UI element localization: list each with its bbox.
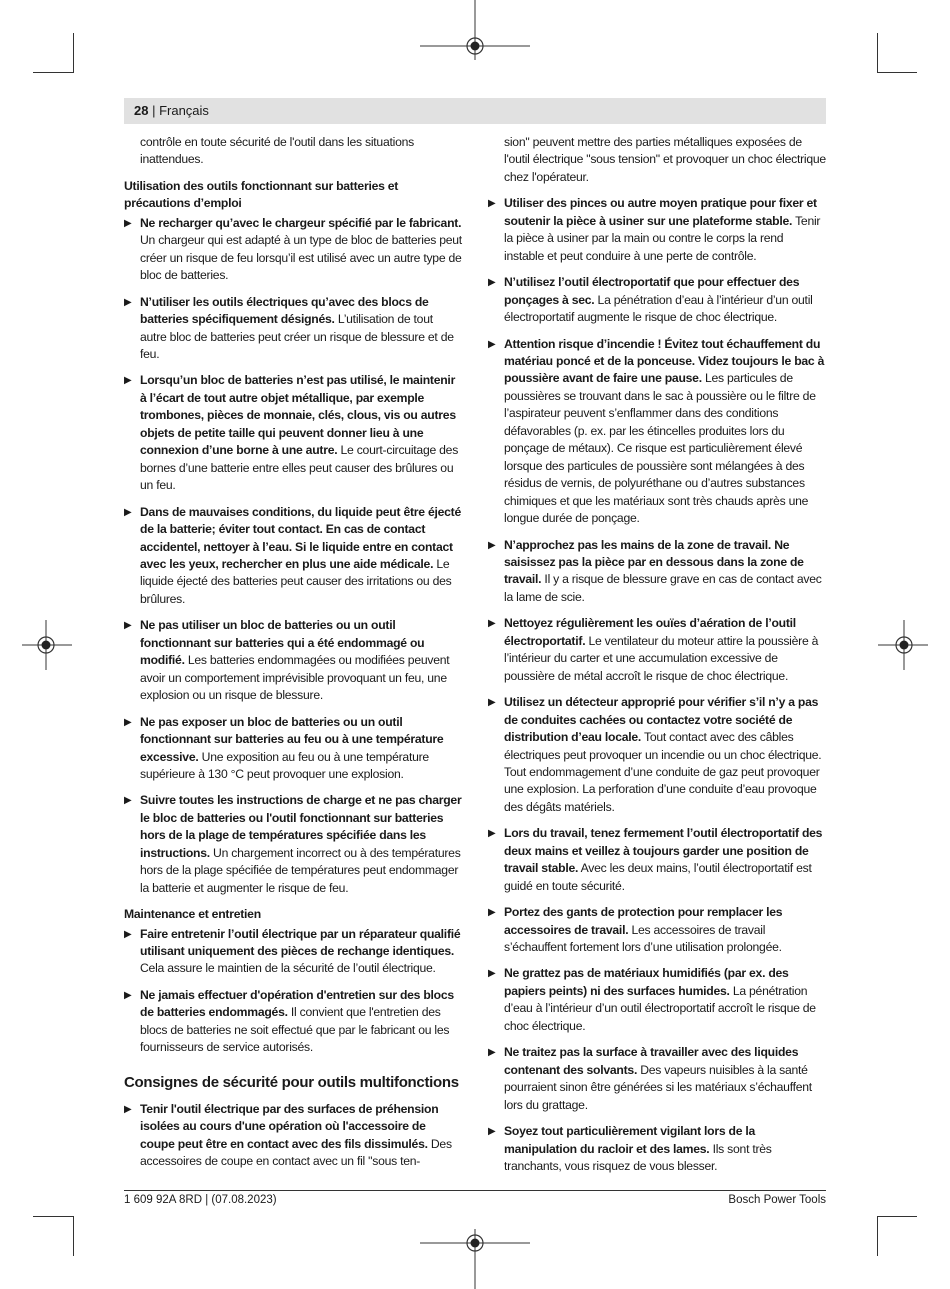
page-header (134, 103, 209, 119)
safety-instruction (488, 1123, 826, 1175)
triangle-bullet-icon: ▶ (124, 620, 132, 632)
instruction-text: Les particules de poussières se trouvant dans le sac à poussière ou le filtre de l’aspirateur peuvent s’enflammer dans des conditions défavorables (p. ex. par les étincelles produites lors du ponçage de métaux). Ce risque est particulièrement élevé lorsque des particules de poussière sont mélangées à des résidus de vernis, de polyuréthane ou d’autres substances chimiques et que les matériaux sont très chauds après une longue durée de ponçage. (504, 371, 816, 526)
right-continuation: sion" peuvent mettre des parties métalliques exposées de l'outil électrique "sous tension" et provoquer un choc électrique chez l'opérateur. (504, 135, 826, 184)
triangle-bullet-icon: ▶ (488, 697, 496, 709)
instruction-text: Il convient que l'entretien des blocs de batteries ne soit effectué que par le fabricant ou les fournisseurs de service autorisés. (140, 1005, 450, 1055)
safety-instruction (124, 714, 462, 784)
triangle-bullet-icon: ▶ (488, 1126, 496, 1138)
instruction-bold: Attention risque d’incendie ! Évitez tout échauffement du matériau poncé et de la ponceuse. Videz toujours le bac à poussière avant de faire une pause. (504, 336, 825, 386)
instruction-bold: Tenir l'outil électrique par des surfaces de préhension isolées au cours d'une opération où l'accessoire de coupe peut être en contact avec des fils dissimulés. (140, 1101, 439, 1151)
instruction-text: Avec les deux mains, l’outil électroportatif est guidé en toute sécurité. (504, 861, 812, 893)
safety-instruction (488, 1044, 826, 1114)
safety-instruction (488, 615, 826, 685)
instruction-bold: Nettoyez régulièrement les ouïes d’aération de l’outil électroportatif. (504, 616, 796, 648)
crop-mark (877, 33, 878, 73)
instruction-text: Le court-circuitage des bornes d’une batterie entre elles peut causer des brûlures ou un feu. (140, 443, 459, 493)
page-header-bar (124, 98, 826, 124)
triangle-bullet-icon: ▶ (488, 968, 496, 980)
instruction-bold: Lors du travail, tenez fermement l’outil électroportatif des deux mains et veillez à toujours garder une position de travail stable. (504, 826, 823, 876)
instruction-text: Une exposition au feu ou à une température supérieure à 130 °C peut provoquer une explosion. (140, 749, 429, 781)
safety-instruction (124, 1101, 462, 1171)
instruction-bold: N’utilisez l’outil électroportatif que pour effectuer des ponçages à sec. (504, 275, 800, 307)
instruction-bold: Ne grattez pas de matériaux humidifiés (par ex. des papiers peints) ni des surfaces humides. (504, 966, 789, 998)
instruction-text: La pénétration d’eau à l’intérieur d’un outil électroportatif accroît le risque de choc électrique. (504, 983, 816, 1033)
instruction-text: Le liquide éjecté des batteries peut causer des irritations ou des brûlures. (140, 556, 452, 606)
instruction-bold: N’utiliser les outils électriques qu’avec des blocs de batteries spécifiquement désignés. (140, 294, 429, 327)
instruction-text: Les batteries endommagées ou modifiées peuvent avoir un comportement imprévisible provoquant un feu, une explosion ou un risque de blessure. (140, 653, 450, 703)
crop-mark (877, 1216, 878, 1256)
instruction-bold: Ne pas exposer un bloc de batteries ou un outil fonctionnant sur batteries au feu ou à une température excessive. (140, 714, 444, 764)
crop-mark (73, 1216, 74, 1256)
instruction-text: Il y a risque de blessure grave en cas de contact avec la lame de scie. (504, 572, 822, 604)
instruction-text: La pénétration d’eau à l’intérieur d’un outil électroportatif augmente le risque de choc électrique. (504, 292, 813, 325)
triangle-bullet-icon: ▶ (488, 198, 496, 210)
page-language: Français (159, 103, 209, 118)
triangle-bullet-icon: ▶ (488, 1047, 496, 1059)
safety-instruction (488, 274, 826, 326)
safety-instruction (124, 792, 462, 897)
triangle-bullet-icon: ▶ (488, 539, 496, 551)
instruction-bold: Dans de mauvaises conditions, du liquide peut être éjecté de la batterie; éviter tout contact. En cas de contact accidentel, nettoyer à l’eau. Si le liquide entre en contact avec les yeux, rechercher en plus une aide médicale. (140, 504, 461, 571)
safety-instruction (124, 215, 462, 285)
safety-instruction (124, 617, 462, 704)
safety-instruction (488, 537, 826, 607)
safety-instruction (124, 987, 462, 1057)
instruction-bold: Ne jamais effectuer d'opération d'entretien sur des blocs de batteries endommagés. (140, 987, 454, 1020)
triangle-bullet-icon: ▶ (488, 618, 496, 630)
instruction-text: Tenir la pièce à usiner par la main ou contre le corps la rend instable et peut conduire à une perte de contrôle. (504, 213, 821, 263)
triangle-bullet-icon: ▶ (124, 506, 132, 518)
instruction-bold: Soyez tout particulièrement vigilant lors de la manipulation du racloir et des lames. (504, 1124, 756, 1156)
triangle-bullet-icon: ▶ (124, 296, 132, 308)
instruction-text: Tout contact avec des câbles électriques peut provoquer un incendie ou un choc électrique. Tout endommagement d’une conduite de gaz peut provoquer une explosion. La perforation d’une conduite d’eau provoque des dégâts matériels. (504, 730, 822, 814)
triangle-bullet-icon: ▶ (488, 338, 496, 350)
instruction-bold: Ne recharger qu’avec le chargeur spécifié par le fabricant. (140, 215, 462, 230)
battery-heading: Utilisation des outils fonctionnant sur batteries et précautions d’emploi (124, 178, 399, 211)
safety-instruction (488, 195, 826, 265)
section-list (124, 1101, 462, 1171)
triangle-bullet-icon: ▶ (124, 716, 132, 728)
instruction-bold: Ne traitez pas la surface à travailler avec des liquides contenant des solvants. (504, 1045, 799, 1077)
safety-instruction (488, 965, 826, 1035)
intro-continuation: contrôle en toute sécurité de l'outil dans les situations inattendues. (140, 135, 414, 167)
registration-mark-icon (420, 1199, 530, 1289)
instruction-bold: Faire entretenir l’outil électrique par un réparateur qualifié utilisant uniquement des pièces de rechange identiques. (140, 926, 461, 959)
instruction-bold: Utiliser des pinces ou autre moyen pratique pour fixer et soutenir la pièce à usiner sur une plateforme stable. (504, 196, 817, 228)
instruction-text: Ils sont très tranchants, vous risquez de vous blesser. (504, 1141, 772, 1174)
safety-instruction (488, 694, 826, 816)
triangle-bullet-icon: ▶ (124, 1103, 132, 1115)
instruction-text: Des accessoires de coupe en contact avec un fil "sous ten- (140, 1136, 452, 1169)
triangle-bullet-icon: ▶ (124, 989, 132, 1001)
triangle-bullet-icon: ▶ (124, 375, 132, 387)
page-number: 28 (134, 103, 149, 118)
instruction-text: Un chargement incorrect ou à des températures hors de la plage spécifiée de températures peut endommager la batterie et augmenter le risque de feu. (140, 845, 461, 895)
triangle-bullet-icon: ▶ (488, 277, 496, 289)
registration-mark-icon (878, 600, 928, 690)
instruction-text: Cela assure le maintien de la sécurité de l’outil électrique. (140, 961, 436, 976)
instruction-bold: Utilisez un détecteur approprié pour vérifier s’il n’y a pas de conduites cachées ou contactez votre société de distribution d’eau locale. (504, 695, 819, 745)
safety-instruction (124, 372, 462, 494)
safety-instruction (488, 904, 826, 956)
instruction-bold: Ne pas utiliser un bloc de batteries ou un outil fonctionnant sur batteries qui a été endommagé ou modifié. (140, 618, 425, 668)
maintenance-heading: Maintenance et entretien (124, 907, 261, 922)
instruction-text: Des vapeurs nuisibles à la santé pourraient sinon être générées si les matériaux s’échauffent lors du grattage. (504, 1062, 812, 1112)
instruction-text: L’utilisation de tout autre bloc de batteries peut créer un risque de blessure et de feu. (140, 312, 454, 361)
maintenance-list (124, 926, 462, 1057)
footer-divider (124, 1190, 826, 1191)
safety-instruction (124, 926, 462, 978)
battery-list (124, 215, 462, 897)
footer-brand: Bosch Power Tools (728, 1194, 826, 1206)
instruction-text: Le ventilateur du moteur attire la poussière à l’intérieur du carter et une accumulation excessive de poussière de métal accroît le risque de choc électrique. (504, 633, 819, 683)
instruction-text: Un chargeur qui est adapté à un type de bloc de batteries peut créer un risque de feu lorsqu’il est utilisé avec un autre type de bloc de batteries. (140, 233, 462, 283)
crop-mark (73, 33, 74, 73)
right-column (488, 134, 826, 1184)
crop-mark (33, 72, 73, 73)
triangle-bullet-icon: ▶ (124, 795, 132, 807)
triangle-bullet-icon: ▶ (488, 907, 496, 919)
footer-doc-code: 1 609 92A 8RD | (07.08.2023) (124, 1194, 277, 1206)
instruction-bold: Suivre toutes les instructions de charge et ne pas charger le bloc de batteries ou l'outil fonctionnant sur batteries hors de la plage de températures spécifiée dans les instructions. (140, 793, 462, 860)
instruction-bold: Portez des gants de protection pour remplacer les accessoires de travail. (504, 905, 783, 937)
crop-mark (33, 1216, 73, 1217)
crop-mark (877, 1216, 917, 1217)
safety-instruction (488, 825, 826, 895)
safety-instruction (488, 336, 826, 528)
left-column (124, 134, 462, 1180)
instruction-bold: N’approchez pas les mains de la zone de travail. Ne saisissez pas la pièce par en dessous dans la zone de travail. (504, 537, 804, 587)
triangle-bullet-icon: ▶ (124, 217, 132, 229)
triangle-bullet-icon: ▶ (124, 928, 132, 940)
triangle-bullet-icon: ▶ (488, 828, 496, 840)
crop-mark (877, 72, 917, 73)
section-title: Consignes de sécurité pour outils multifonctions (124, 1073, 459, 1091)
registration-mark-icon (22, 600, 72, 690)
safety-instruction (124, 504, 462, 609)
safety-instruction (124, 294, 462, 364)
header-separator: | (148, 103, 160, 118)
registration-mark-icon (420, 0, 530, 90)
right-list (488, 195, 826, 1175)
instruction-text: Les accessoires de travail s’échauffent fortement lors d’une utilisation prolongée. (504, 922, 782, 955)
instruction-bold: Lorsqu’un bloc de batteries n’est pas utilisé, le maintenir à l’écart de tout autre objet métallique, par exemple trombones, pièces de monnaie, clés, clous, vis ou autres objets de petite taille qui peuvent donner lieu à une connexion d’une borne à une autre. (140, 373, 456, 458)
